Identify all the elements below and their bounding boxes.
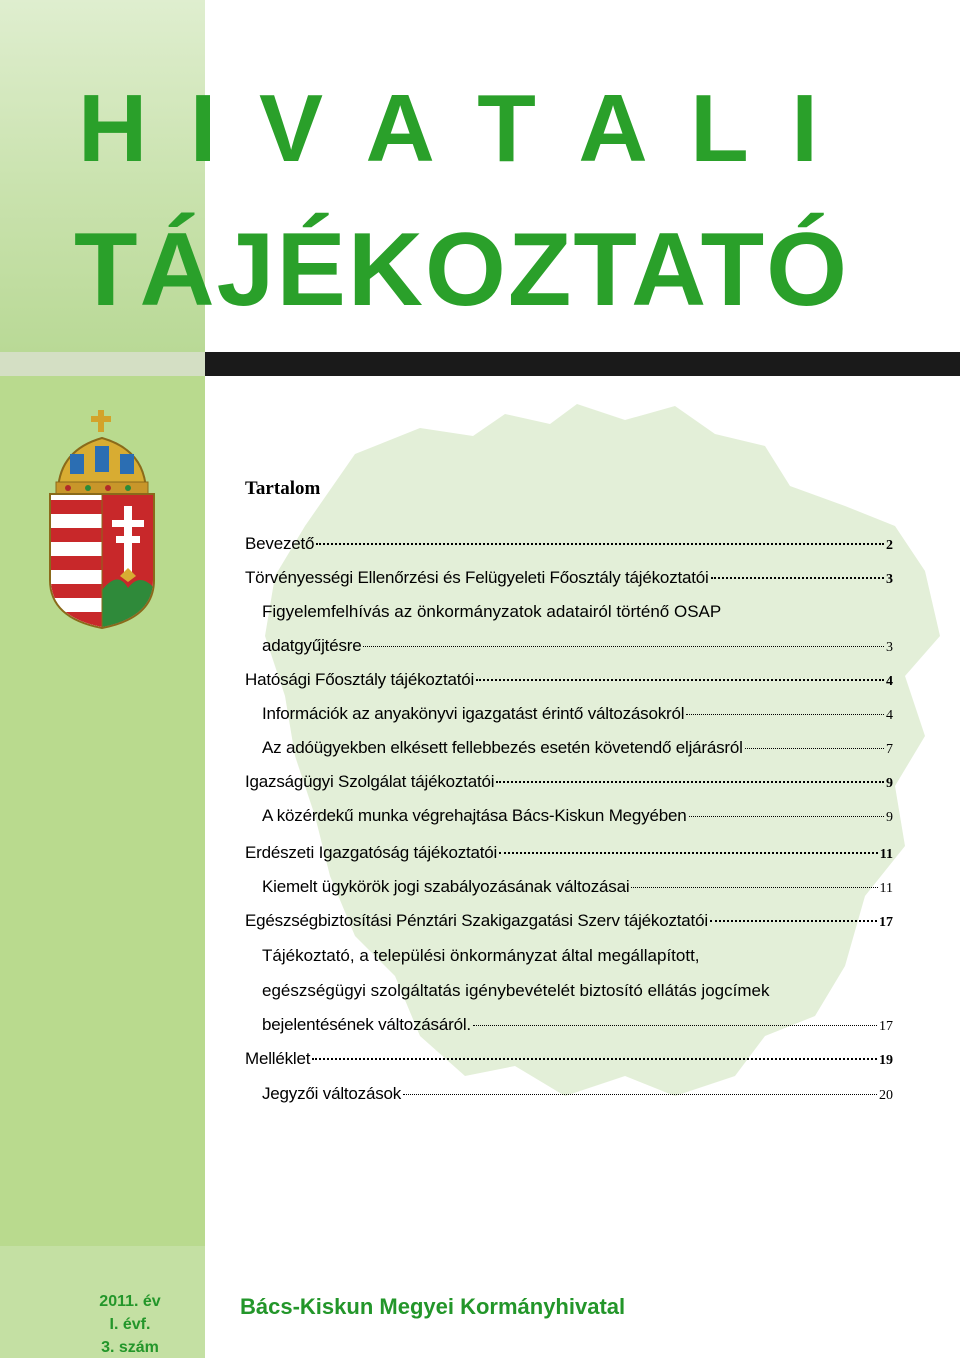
issue-year: 2011. év xyxy=(99,1293,161,1310)
toc-entry-text: Jegyzői változások xyxy=(262,1084,402,1103)
title-letter: L xyxy=(690,75,749,182)
toc-dot-leader xyxy=(312,1058,877,1060)
toc-dot-leader xyxy=(711,577,884,579)
toc-dot-leader xyxy=(403,1094,877,1095)
toc-heading: Tartalom xyxy=(245,478,321,499)
toc-entry[interactable] xyxy=(245,1049,893,1069)
toc-page-number: 7 xyxy=(886,742,893,757)
toc-entry[interactable] xyxy=(262,806,893,826)
toc-dot-leader xyxy=(316,543,884,545)
toc-entry[interactable] xyxy=(262,877,893,897)
toc-entry[interactable] xyxy=(262,738,893,758)
toc-dot-leader xyxy=(473,1025,877,1026)
toc-page-number: 3 xyxy=(886,640,893,655)
toc-dot-leader xyxy=(686,714,884,715)
toc-entry[interactable] xyxy=(245,843,893,863)
toc-entry-text: Az adóügyekben elkésett fellebbezés esetén követendő eljárásról xyxy=(262,738,743,757)
issue-number: 3. szám xyxy=(101,1339,159,1356)
issue-info xyxy=(80,1290,180,1359)
toc-entry-text: Hatósági Főosztály tájékoztatói xyxy=(245,670,475,689)
toc-page-number: 20 xyxy=(879,1088,893,1103)
toc-entry[interactable] xyxy=(245,772,893,792)
toc-dot-leader xyxy=(363,646,884,647)
toc-page-number: 2 xyxy=(886,538,893,553)
toc-page-number: 9 xyxy=(886,776,893,791)
title-letter: A xyxy=(365,75,435,182)
toc-dot-leader xyxy=(499,852,878,854)
toc-entry-text: Melléklet xyxy=(245,1049,311,1068)
toc-page-number: 4 xyxy=(886,708,893,723)
cover-title-hivatali xyxy=(78,75,818,182)
toc-entry-text: Igazságügyi Szolgálat tájékoztatói xyxy=(245,772,495,791)
toc-entry-text-line[interactable]: Tájékoztató, a települési önkormányzat által megállapított, xyxy=(262,946,700,965)
issue-volume: I. évf. xyxy=(109,1316,151,1333)
toc-entry-text: A közérdekű munka végrehajtása Bács-Kiskun Megyében xyxy=(262,806,687,825)
toc-entry-text-line[interactable]: Figyelemfelhívás az önkormányzatok adatairól történő OSAP xyxy=(262,602,722,621)
title-letter: V xyxy=(258,75,323,182)
toc-page-number: 4 xyxy=(886,674,893,689)
toc-dot-leader xyxy=(496,781,884,783)
toc-entry[interactable] xyxy=(245,534,893,554)
toc-entry-text: Bevezető xyxy=(245,534,315,553)
toc-entry-text: Erdészeti Igazgatóság tájékoztatói xyxy=(245,843,498,862)
toc-page-number: 11 xyxy=(879,847,893,862)
toc-entry[interactable] xyxy=(245,670,893,690)
toc-entry-text: Kiemelt ügykörök jogi szabályozásának változásai xyxy=(262,877,630,896)
toc-entry-text: Egészségbiztosítási Pénztári Szakigazgatási Szerv tájékoztatói xyxy=(245,911,708,930)
toc-page-number: 9 xyxy=(886,810,893,825)
toc-entry-text: adatgyűjtésre xyxy=(262,636,362,655)
toc-entry[interactable] xyxy=(262,1015,893,1035)
divider-bar-left xyxy=(0,352,205,376)
coat-of-arms-icon xyxy=(48,410,156,632)
title-letter: T xyxy=(477,75,536,182)
toc-dot-leader xyxy=(745,748,884,749)
publisher-name: Bács-Kiskun Megyei Kormányhivatal xyxy=(240,1294,626,1319)
toc-dot-leader xyxy=(689,816,885,817)
title-letter: H xyxy=(78,75,148,182)
toc-page-number: 17 xyxy=(879,1019,893,1034)
toc-page-number: 17 xyxy=(879,915,893,930)
toc-entry-text: Információk az anyakönyvi igazgatást érintő változásokról xyxy=(262,704,685,723)
toc-page-number: 19 xyxy=(879,1053,893,1068)
toc-entry[interactable] xyxy=(262,636,893,656)
toc-page-number: 3 xyxy=(886,572,893,587)
title-letter: A xyxy=(578,75,648,182)
toc-entry[interactable] xyxy=(245,911,893,931)
toc-dot-leader xyxy=(710,920,877,922)
cover-title-tajekoztato: TÁJÉKOZTATÓ xyxy=(74,212,849,328)
toc-page-number: 11 xyxy=(879,881,893,896)
toc-entry[interactable] xyxy=(262,704,893,724)
toc-dot-leader xyxy=(476,679,884,681)
toc-entry-text: bejelentésének változásáról. xyxy=(262,1015,471,1034)
toc-entry-text-line[interactable]: egészségügyi szolgáltatás igénybevételét biztosító ellátás jogcímek xyxy=(262,981,770,1000)
title-letter: I xyxy=(791,75,818,182)
toc-entry[interactable] xyxy=(245,568,893,588)
toc-dot-leader xyxy=(631,887,877,888)
toc-entry-text: Törvényességi Ellenőrzési és Felügyeleti Főosztály tájékoztatói xyxy=(245,568,709,587)
toc-entry[interactable] xyxy=(262,1084,893,1104)
title-letter: I xyxy=(189,75,217,182)
